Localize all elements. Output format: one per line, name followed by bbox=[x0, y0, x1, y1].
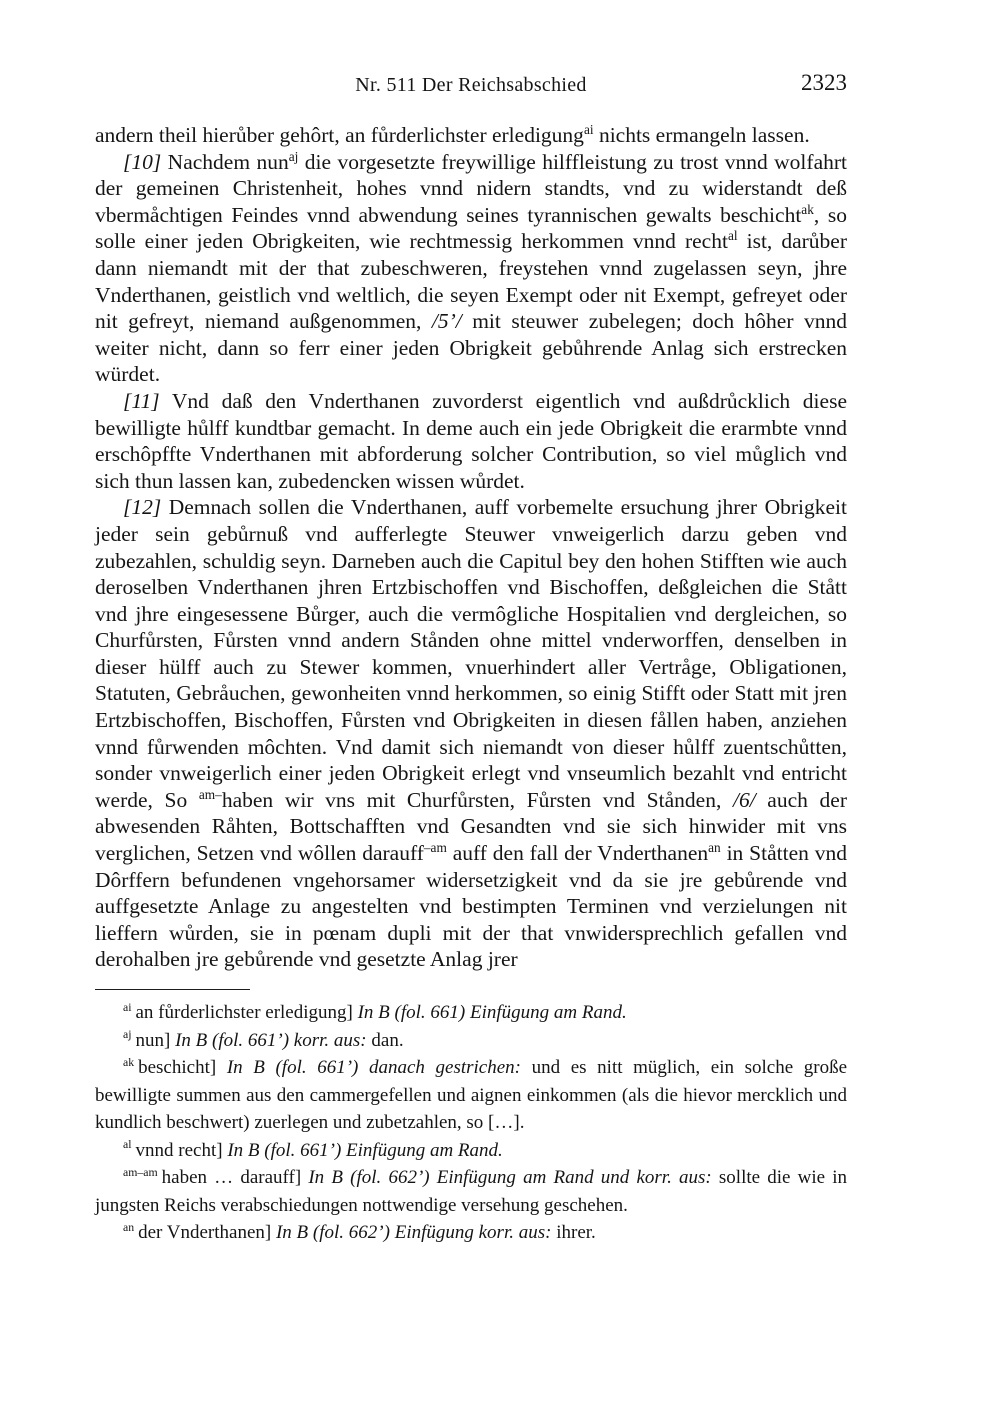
footnotes bbox=[95, 999, 847, 1247]
text-segment: sollte die wie in jungsten Reichs verabschiedungen nottwendige versehung geschehen. bbox=[95, 1167, 847, 1216]
text-segment: beschicht] bbox=[138, 1057, 227, 1078]
text-segment: ist, darůber dann niemandt mit der that zubeschweren, freystehen vnnd zugelassen seyn, jhre Vnderthanen, geistlich vnd weltlich, die seyen Exempt oder nit Exempt, gefreyet oder nit gefreyt, niemand außgenommen, bbox=[95, 229, 847, 334]
text-segment: haben wir vns mit Churfůrsten, Fůrsten vnd Stånden, bbox=[221, 787, 733, 812]
text-segment: Vnd daß den Vnderthanen zuvorderst eigentlich vnd außdrůcklich diese bewilligte hůlff kundtbar gemacht. In deme auch ein jede Obrigkeit die erarmbte vnnd erschôpffte Vnderthanen mit abforderung solcher Contribution, so viel můglich vnd sich thun lassen kan, zubedencken wissen wůrdet. bbox=[95, 388, 847, 493]
footnote-marker: am–am bbox=[123, 1165, 158, 1179]
footnote-marker: ai bbox=[123, 1000, 132, 1014]
page-break-marker: /6/ bbox=[732, 787, 756, 812]
footnote bbox=[95, 999, 847, 1027]
body-text bbox=[95, 122, 847, 973]
body-paragraph bbox=[95, 122, 847, 149]
text-segment: Nachdem nun bbox=[161, 149, 289, 174]
body-paragraph bbox=[95, 494, 847, 973]
footnote-marker: aj bbox=[288, 148, 299, 164]
text-segment: In B (fol. 661’) korr. aus: bbox=[175, 1029, 372, 1051]
text-segment: vnnd recht] bbox=[135, 1139, 228, 1161]
paragraph-number: [10] bbox=[123, 149, 162, 174]
text-segment: dan. bbox=[371, 1029, 404, 1051]
footnote bbox=[95, 1137, 847, 1165]
footnote-marker: al bbox=[123, 1138, 132, 1152]
text-segment: die vorgesetzte freywillige hilffleistung zu trost vnnd wolfahrt der gemeinen Christenheit, hohes vnnd nidern standts, vnd zu widerstandt deß vbermåchtigen Feindes vnnd abwendung seines tyrannischen gewalts beschicht bbox=[95, 149, 847, 227]
paragraph-number: [11] bbox=[123, 388, 160, 413]
footnote-marker: ak bbox=[801, 201, 814, 217]
footnote-marker: aj bbox=[123, 1028, 132, 1042]
running-header bbox=[95, 70, 847, 102]
text-segment: In B (fol. 661’) danach gestrichen: bbox=[226, 1057, 532, 1078]
text-segment: andern theil hierůber gehôrt, an fůrderlichster erledigung bbox=[95, 123, 584, 147]
footnote-marker: am– bbox=[198, 786, 222, 802]
text-segment: ihrer. bbox=[556, 1222, 596, 1243]
text-segment: In B (fol. 661’) Einfügung am Rand. bbox=[227, 1139, 503, 1161]
footnote-marker: an bbox=[123, 1220, 135, 1234]
text-segment: in Ståtten vnd Dôrffern befundenen vngehorsamer widersetzigkeit vnd da sie jre gebůrende vnd auffgesetzte Anlage zu angestelten vnd bestimpten Terminen vnd verzielungen nit lieffern wůrden, sie in pœnam dupli mit der that vnwidersprechlich gefallen vnd derohalben jre gebůrende vnd gesetzte Anlag jrer bbox=[95, 841, 847, 972]
running-title: Nr. 511 Der Reichsabschied bbox=[355, 74, 587, 96]
text-segment: der Vnderthanen] bbox=[138, 1222, 276, 1243]
text-segment: In B (fol. 662’) Einfügung am Rand und korr. aus: bbox=[308, 1167, 719, 1188]
page-number: 2323 bbox=[801, 70, 847, 95]
body-paragraph bbox=[95, 388, 847, 494]
footnote-marker: al bbox=[727, 228, 738, 244]
text-segment: In B (fol. 661) Einfügung am Rand. bbox=[357, 1002, 627, 1023]
text-segment: mit steuwer zubelegen; doch hôher vnnd weiter nicht, dann so ferr einer jeden Obrigkeit gebůhrende Anlag sich erstrecken würdet. bbox=[95, 309, 847, 387]
paragraph-number: [12] bbox=[123, 495, 162, 520]
page-break-marker: /5’/ bbox=[431, 309, 462, 334]
text-segment: auff den fall der Vnderthanen bbox=[446, 841, 709, 866]
footnote bbox=[95, 1219, 847, 1247]
text-segment: nichts ermangeln lassen. bbox=[593, 123, 810, 147]
footnote-marker: ak bbox=[123, 1055, 135, 1069]
footnote bbox=[95, 1164, 847, 1219]
text-segment: auch der abwesenden Råhten, Bottschafften vnd Gesandten vnd sie sich hinwider mit vns verglichen, Setzen vnd wôllen darauff bbox=[95, 787, 847, 866]
footnote-marker: an bbox=[708, 839, 721, 855]
text-segment: , so solle einer jeden Obrigkeiten, wie rechtmessig herkommen vnnd recht bbox=[95, 202, 847, 254]
footnote bbox=[95, 1054, 847, 1137]
footnote-separator bbox=[95, 989, 250, 990]
body-paragraph bbox=[95, 149, 847, 388]
text-segment: Demnach sollen die Vnderthanen, auff vorbemelte ersuchung jhrer Obrigkeit jeder sein gebůrnuß vnd aufferlegte Steuwer vnweigerlich darzu geben vnd zubezahlen, schuldig seyn. Darneben auch die Capitul bey den hohen Stifften wie auch deroselben Vnderthanen jhren Ertzbischoffen vnd Bischoffen, deßgleichen die Stått vnd jhre eingesessene Bůrger, auch die vermôgliche Hospitalien vnd dergleichen, so Churfůrsten, Fůrsten vnnd andern Stånden ohne mittel vnderworffen, denselben in dieser hülff auch zu Stewer kommen, vnuerhindert aller Vertråge, Obligationen, Statuten, Gebråuchen, gewonheiten vnnd herkommen, so einig Stifft oder Statt mit jren Ertzbischoffen, Bischoffen, Fůrsten vnd Obrigkeiten in diesen fållen haben, anziehen vnnd fůrwenden môchten. Vnd damit sich niemandt von dieser hůlff zuentschůtten, sonder vnweigerlich einer jeden Obrigkeit erlegt vnd vnseumlich bezahlt vnd entricht werde, So bbox=[95, 495, 847, 812]
text-segment: und es nitt müglich, ein solche große bewilligte summen aus den cammergefellen und aignen einkommen (als die hievor mercklich und kundlich beschwert) zuerlegen und zubetzahlen, so […]. bbox=[95, 1057, 847, 1133]
footnote-marker: –am bbox=[423, 839, 447, 855]
text-segment: nun] bbox=[135, 1029, 176, 1051]
text-segment: In B (fol. 662’) Einfügung korr. aus: bbox=[275, 1222, 557, 1243]
text-segment: haben … darauff] bbox=[161, 1167, 309, 1188]
text-segment: an fůrderlichster erledigung] bbox=[135, 1002, 358, 1023]
footnote-marker: ai bbox=[583, 121, 594, 137]
footnote bbox=[95, 1027, 847, 1055]
page-content bbox=[95, 70, 847, 1247]
